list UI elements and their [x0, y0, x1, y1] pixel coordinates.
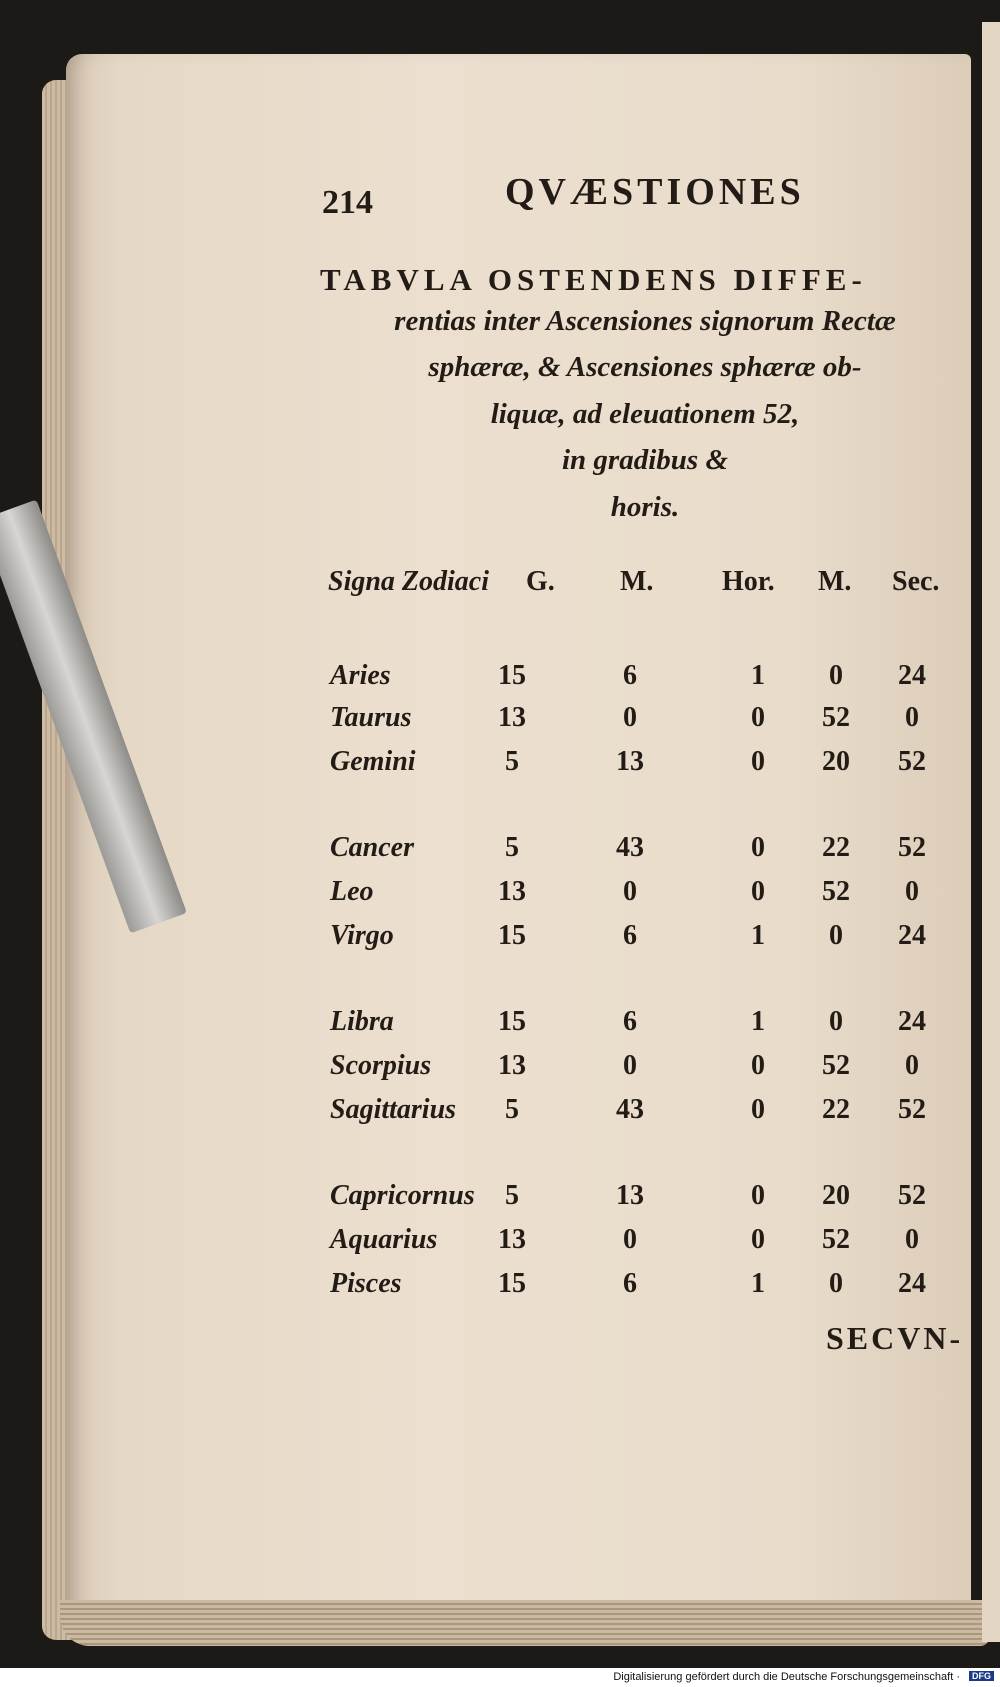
cell-sign-name: Virgo — [330, 920, 394, 951]
cell-sign-name: Taurus — [330, 702, 412, 733]
facing-page-edge — [982, 22, 1000, 1642]
cell-minutes: 0 — [623, 1224, 637, 1255]
cell-hours: 0 — [751, 702, 765, 733]
header-time-minutes: M. — [818, 566, 852, 597]
cell-minutes: 0 — [623, 702, 637, 733]
cell-degrees: 5 — [505, 1180, 519, 1211]
cell-seconds: 24 — [898, 920, 926, 951]
cell-minutes: 6 — [623, 1268, 637, 1299]
cell-degrees: 15 — [498, 920, 526, 951]
cell-hours: 0 — [751, 1094, 765, 1125]
cell-seconds: 0 — [905, 1224, 919, 1255]
cell-degrees: 15 — [498, 660, 526, 691]
cell-degrees: 15 — [498, 1006, 526, 1037]
cell-sign-name: Libra — [330, 1006, 394, 1037]
cell-sign-name: Sagittarius — [330, 1094, 457, 1125]
cell-sign-name: Aries — [330, 660, 391, 691]
header-seconds: Sec. — [892, 566, 940, 597]
cell-time-minutes: 52 — [822, 876, 850, 907]
cell-hours: 0 — [751, 876, 765, 907]
header-sign: Signa Zodiaci — [328, 566, 490, 597]
cell-sign-name: Cancer — [330, 832, 414, 863]
cell-minutes: 6 — [623, 1006, 637, 1037]
cell-time-minutes: 52 — [822, 1050, 850, 1081]
cell-degrees: 13 — [498, 702, 526, 733]
cell-minutes: 13 — [616, 1180, 644, 1211]
title-line: rentias inter Ascensiones signorum Rectæ — [394, 305, 896, 337]
cell-seconds: 24 — [898, 660, 926, 691]
cell-time-minutes: 22 — [822, 1094, 850, 1125]
cell-time-minutes: 52 — [822, 702, 850, 733]
cell-sign-name: Gemini — [330, 746, 416, 777]
cell-seconds: 52 — [898, 1180, 926, 1211]
cell-sign-name: Aquarius — [330, 1224, 438, 1255]
title-line: liquæ, ad eleuationem 52, — [490, 397, 800, 430]
page-number: 214 — [322, 184, 373, 221]
cell-minutes: 43 — [616, 1094, 644, 1125]
cell-time-minutes: 0 — [829, 660, 843, 691]
cell-sign-name: Capricornus — [330, 1180, 475, 1211]
cell-minutes: 13 — [616, 746, 644, 777]
cell-seconds: 0 — [905, 702, 919, 733]
bottom-page-edges — [60, 1600, 990, 1646]
title-line: sphæræ, & Ascensiones sphæræ ob- — [428, 351, 862, 384]
cell-time-minutes: 20 — [822, 1180, 850, 1211]
cell-time-minutes: 0 — [829, 920, 843, 951]
cell-hours: 0 — [751, 746, 765, 777]
catchword: SECVN- — [826, 1320, 964, 1356]
cell-time-minutes: 20 — [822, 746, 850, 777]
cell-sign-name: Scorpius — [330, 1050, 432, 1081]
cell-sign-name: Pisces — [330, 1268, 402, 1299]
table-title — [320, 262, 970, 530]
cell-minutes: 0 — [623, 1050, 637, 1081]
cell-degrees: 13 — [498, 1224, 526, 1255]
cell-hours: 1 — [751, 660, 765, 691]
cell-hours: 1 — [751, 1268, 765, 1299]
cell-minutes: 0 — [623, 876, 637, 907]
cell-time-minutes: 0 — [829, 1268, 843, 1299]
cell-time-minutes: 22 — [822, 832, 850, 863]
cell-hours: 1 — [751, 1006, 765, 1037]
cell-degrees: 13 — [498, 876, 526, 907]
title-line: TABVLA OSTENDENS DIFFE- — [320, 262, 867, 297]
cell-sign-name: Leo — [330, 876, 374, 907]
cell-degrees: 13 — [498, 1050, 526, 1081]
cell-degrees: 5 — [505, 832, 519, 863]
cell-seconds: 52 — [898, 832, 926, 863]
cell-time-minutes: 52 — [822, 1224, 850, 1255]
title-line: horis. — [610, 490, 680, 523]
cell-seconds: 24 — [898, 1006, 926, 1037]
cell-seconds: 24 — [898, 1268, 926, 1299]
header-degrees: G. — [526, 566, 555, 597]
cell-seconds: 0 — [905, 1050, 919, 1081]
cell-hours: 0 — [751, 1180, 765, 1211]
footer-bar — [0, 1668, 1000, 1687]
cell-time-minutes: 0 — [829, 1006, 843, 1037]
cell-hours: 0 — [751, 832, 765, 863]
cell-seconds: 52 — [898, 746, 926, 777]
title-line: in gradibus & — [562, 444, 728, 477]
dfg-logo: DFG — [969, 1671, 994, 1681]
footer-credit: Digitalisierung gefördert durch die Deutsche Forschungsgemeinschaft · — [613, 1671, 960, 1683]
running-head: QVÆSTIONES — [505, 171, 805, 213]
cell-hours: 1 — [751, 920, 765, 951]
cell-hours: 0 — [751, 1050, 765, 1081]
cell-seconds: 0 — [905, 876, 919, 907]
cell-degrees: 5 — [505, 746, 519, 777]
cell-minutes: 6 — [623, 660, 637, 691]
header-minutes: M. — [620, 566, 654, 597]
cell-minutes: 43 — [616, 832, 644, 863]
cell-seconds: 52 — [898, 1094, 926, 1125]
cell-degrees: 5 — [505, 1094, 519, 1125]
cell-minutes: 6 — [623, 920, 637, 951]
cell-degrees: 15 — [498, 1268, 526, 1299]
header-hours: Hor. — [722, 566, 775, 597]
cell-hours: 0 — [751, 1224, 765, 1255]
